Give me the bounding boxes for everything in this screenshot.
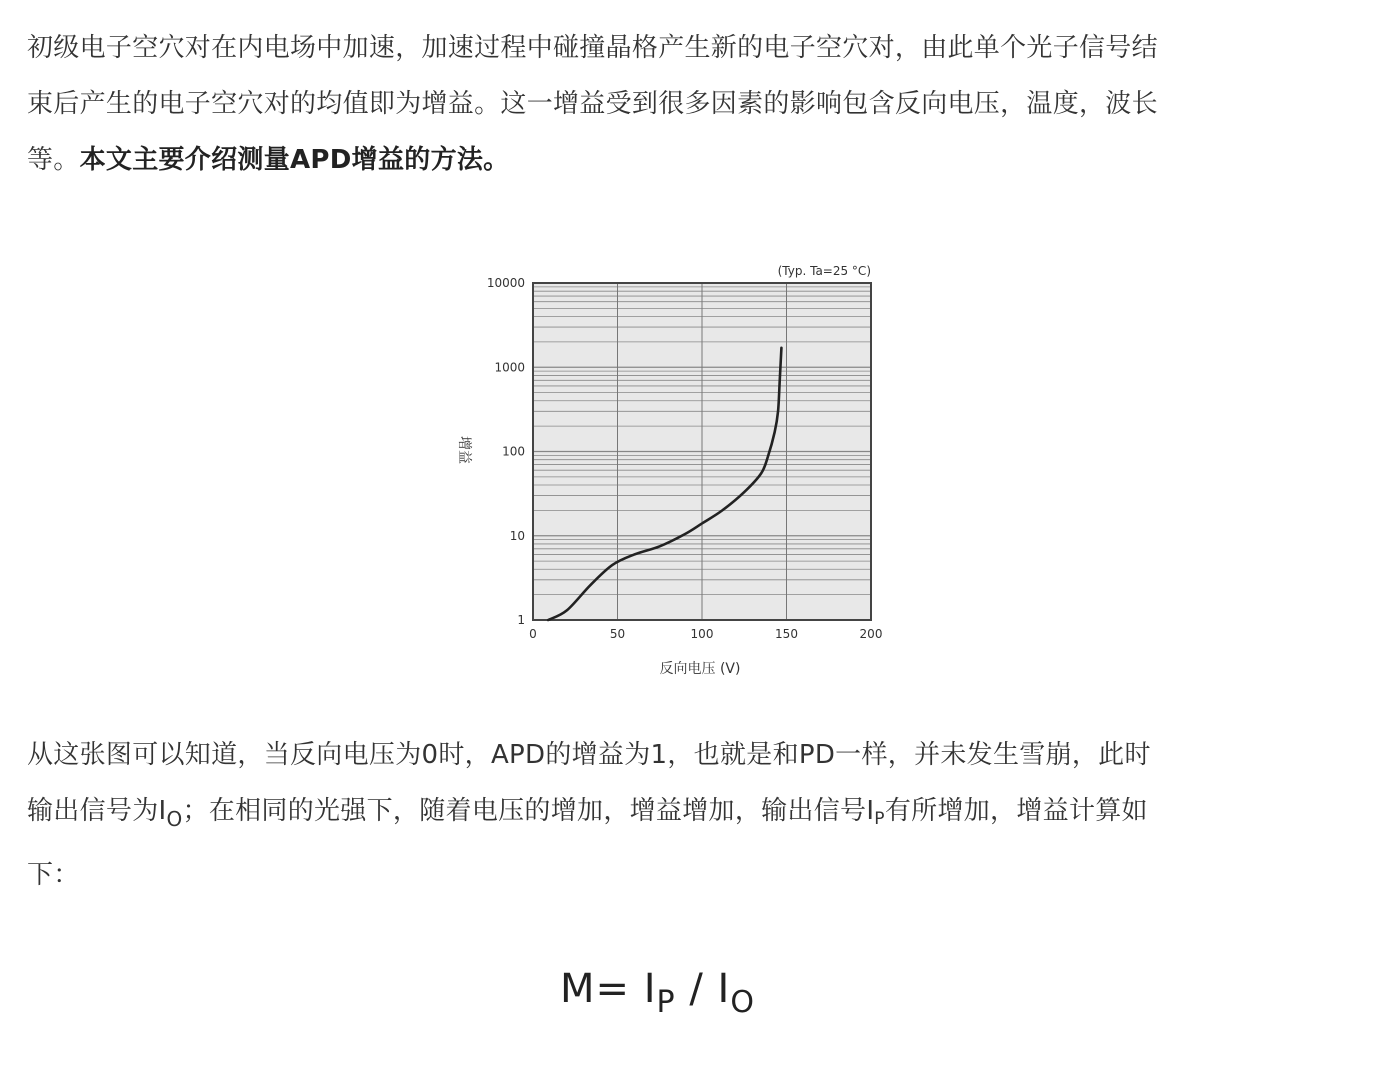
intro-line-3 bbox=[27, 132, 1327, 188]
intro-paragraph bbox=[27, 20, 1327, 188]
x-tick-label: 100 bbox=[690, 627, 714, 641]
y-axis-ticks bbox=[487, 276, 525, 627]
explanation-line-2 bbox=[27, 783, 1327, 847]
x-tick-label: 50 bbox=[609, 627, 626, 641]
intro-line-1: 初级电子空穴对在内电场中加速，加速过程中碰撞晶格产生新的电子空穴对，由此单个光子信号结 bbox=[27, 33, 1158, 63]
intro-line-2: 束后产生的电子空穴对的均值即为增益。这一增益受到很多因素的影响包含反向电压，温度，波长 bbox=[27, 89, 1158, 119]
y-tick-label: 100 bbox=[502, 444, 525, 459]
x-tick-label: 0 bbox=[529, 627, 537, 641]
apd-gain-chart bbox=[440, 255, 900, 685]
line2-part-a: 输出信号为I bbox=[27, 796, 167, 826]
formula-ip: I bbox=[643, 966, 657, 1012]
x-tick-label: 150 bbox=[775, 627, 798, 641]
x-axis-ticks bbox=[529, 627, 882, 641]
explanation-line-1: 从这张图可以知道，当反向电压为0时，APD的增益为1，也就是和PD一样，并未发生雪崩，此时 bbox=[27, 740, 1151, 770]
subscript-p: P bbox=[874, 809, 885, 829]
formula-lhs: M= bbox=[560, 966, 644, 1012]
subscript-o: O bbox=[166, 807, 183, 831]
y-tick-label: 10 bbox=[509, 528, 525, 543]
gain-vs-voltage-plot bbox=[440, 255, 900, 685]
formula-sub-o: O bbox=[730, 985, 755, 1020]
y-tick-label: 1000 bbox=[494, 360, 525, 375]
formula-io: I bbox=[717, 966, 731, 1012]
y-tick-label: 10000 bbox=[486, 276, 525, 290]
x-tick-label: 200 bbox=[859, 627, 883, 641]
intro-line-3-prefix: 等。 bbox=[27, 145, 80, 175]
x-axis-label: 反向电压 (V) bbox=[659, 661, 741, 677]
chart-annotation: (Typ. Ta=25 °C) bbox=[777, 264, 871, 278]
formula-divide: / bbox=[675, 966, 718, 1012]
y-tick-label: 1 bbox=[517, 613, 525, 627]
line2-part-c: 有所增加，增益计算如 bbox=[884, 796, 1148, 826]
formula-sub-p: P bbox=[656, 985, 676, 1020]
line2-part-b: ；在相同的光强下，随着电压的增加，增益增加，输出信号I bbox=[182, 796, 875, 826]
explanation-paragraph bbox=[27, 727, 1327, 903]
y-axis-label: 增益 bbox=[456, 436, 472, 464]
explanation-line-3: 下： bbox=[27, 860, 80, 890]
gain-formula bbox=[560, 966, 755, 1020]
intro-bold-statement: 本文主要介绍测量APD增益的方法。 bbox=[79, 145, 510, 175]
